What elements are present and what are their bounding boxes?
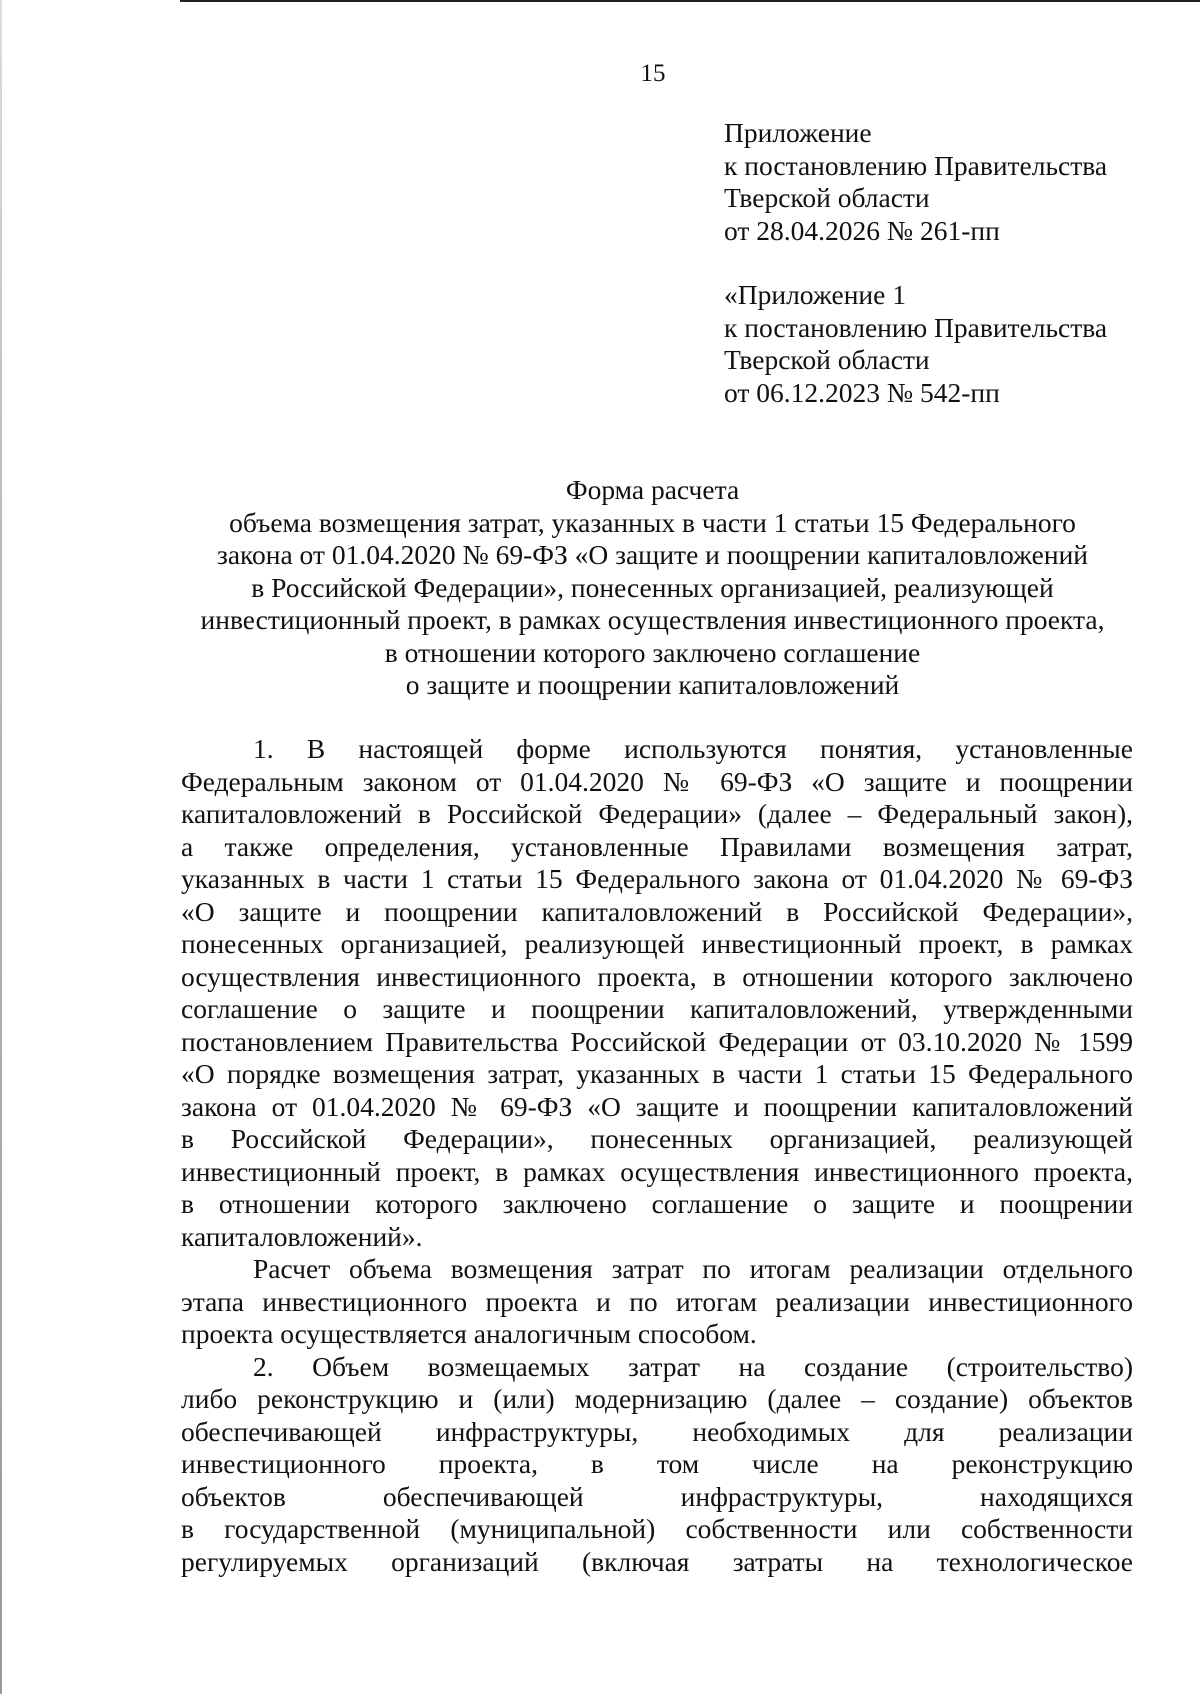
appendix-header-original: [724, 279, 1107, 409]
scan-edge: [180, 0, 1200, 2]
paragraph-line: обеспечивающей инфраструктуры, необходимых для реализации: [181, 1415, 1133, 1447]
paragraph-line: Федеральным законом от 01.04.2020 № 69-ФЗ «О защите и поощрении: [181, 765, 1133, 797]
appendix-line: от 06.12.2023 № 542-пп: [724, 376, 1000, 408]
paragraph-line: либо реконструкцию и (или) модернизацию (далее – создание) объектов: [181, 1383, 1133, 1414]
appendix-line: от 28.04.2026 № 261-пп: [724, 214, 1000, 246]
title-line: объема возмещения затрат, указанных в части 1 статьи 15 Федерального: [229, 506, 1076, 538]
paragraph-line: Расчет объема возмещения затрат по итогам реализации отдельного: [253, 1253, 1133, 1284]
appendix-line: к постановлению Правительства: [724, 311, 1108, 343]
paragraph-line: инвестиционный проект, в рамках осуществления инвестиционного проекта,: [181, 1155, 1133, 1187]
paragraph-line: 1. В настоящей форме используются понятия, установленные: [253, 733, 1133, 764]
document-title: [160, 474, 1145, 702]
appendix-line: Приложение: [724, 117, 872, 148]
paragraph-line: в государственной (муниципальной) собственности или собственности: [181, 1513, 1133, 1544]
paragraph-line: «О порядке возмещения затрат, указанных в части 1 статьи 15 Федерального: [181, 1058, 1133, 1089]
paragraph-line: указанных в части 1 статьи 15 Федерального закона от 01.04.2020 № 69-ФЗ: [181, 863, 1133, 894]
appendix-header-current: [724, 117, 1107, 247]
paragraph-line: в отношении которого заключено соглашение о защите и поощрении: [181, 1188, 1133, 1219]
paragraph-line: а также определения, установленные Правилами возмещения затрат,: [181, 830, 1133, 862]
appendix-line: к постановлению Правительства: [724, 149, 1108, 181]
paragraph-line: понесенных организацией, реализующей инвестиционный проект, в рамках: [181, 928, 1133, 959]
title-line: в отношении которого заключено соглашение: [384, 636, 921, 668]
paragraph-line: инвестиционного проекта, в том числе на реконструкцию: [181, 1448, 1133, 1479]
paragraph-line: проекта осуществляется аналогичным способом.: [181, 1318, 757, 1349]
page-number: 15: [640, 60, 666, 87]
title-line: о защите и поощрении капиталовложений: [405, 669, 900, 700]
title-line: закона от 01.04.2020 № 69-ФЗ «О защите и поощрении капиталовложений: [216, 539, 1089, 570]
title-line: инвестиционный проект, в рамках осуществления инвестиционного проекта,: [200, 604, 1105, 635]
paragraph-line: в Российской Федерации», понесенных организацией, реализующей: [181, 1123, 1133, 1154]
paragraph-line: «О защите и поощрении капиталовложений в Российской Федерации»,: [181, 895, 1133, 927]
scan-edge: [0, 0, 2, 1694]
document-body: [181, 733, 1133, 1578]
appendix-line: Тверской области: [724, 182, 930, 213]
paragraph-line: осуществления инвестиционного проекта, в отношении которого заключено: [181, 960, 1133, 992]
paragraph-line: 2. Объем возмещаемых затрат на создание (строительство): [253, 1350, 1133, 1382]
title-line: Форма расчета: [565, 474, 740, 505]
paragraph-line: регулируемых организаций (включая затраты на технологическое: [181, 1545, 1133, 1577]
paragraph-line: этапа инвестиционного проекта и по итогам реализации инвестиционного: [181, 1285, 1133, 1317]
paragraph-line: закона от 01.04.2020 № 69-ФЗ «О защите и поощрении капиталовложений: [181, 1090, 1133, 1122]
paragraph-line: объектов обеспечивающей инфраструктуры, находящихся: [181, 1480, 1133, 1512]
paragraph-line: постановлением Правительства Российской Федерации от 03.10.2020 № 1599: [181, 1025, 1133, 1057]
appendix-line: «Приложение 1: [724, 279, 906, 310]
title-line: в Российской Федерации», понесенных организацией, реализующей: [251, 571, 1054, 603]
paragraph-line: соглашение о защите и поощрении капиталовложений, утвержденными: [181, 993, 1133, 1024]
appendix-line: Тверской области: [724, 344, 930, 375]
paragraph-line: капиталовложений».: [181, 1220, 423, 1252]
paragraph-line: капиталовложений в Российской Федерации» (далее – Федеральный закон),: [181, 798, 1133, 829]
